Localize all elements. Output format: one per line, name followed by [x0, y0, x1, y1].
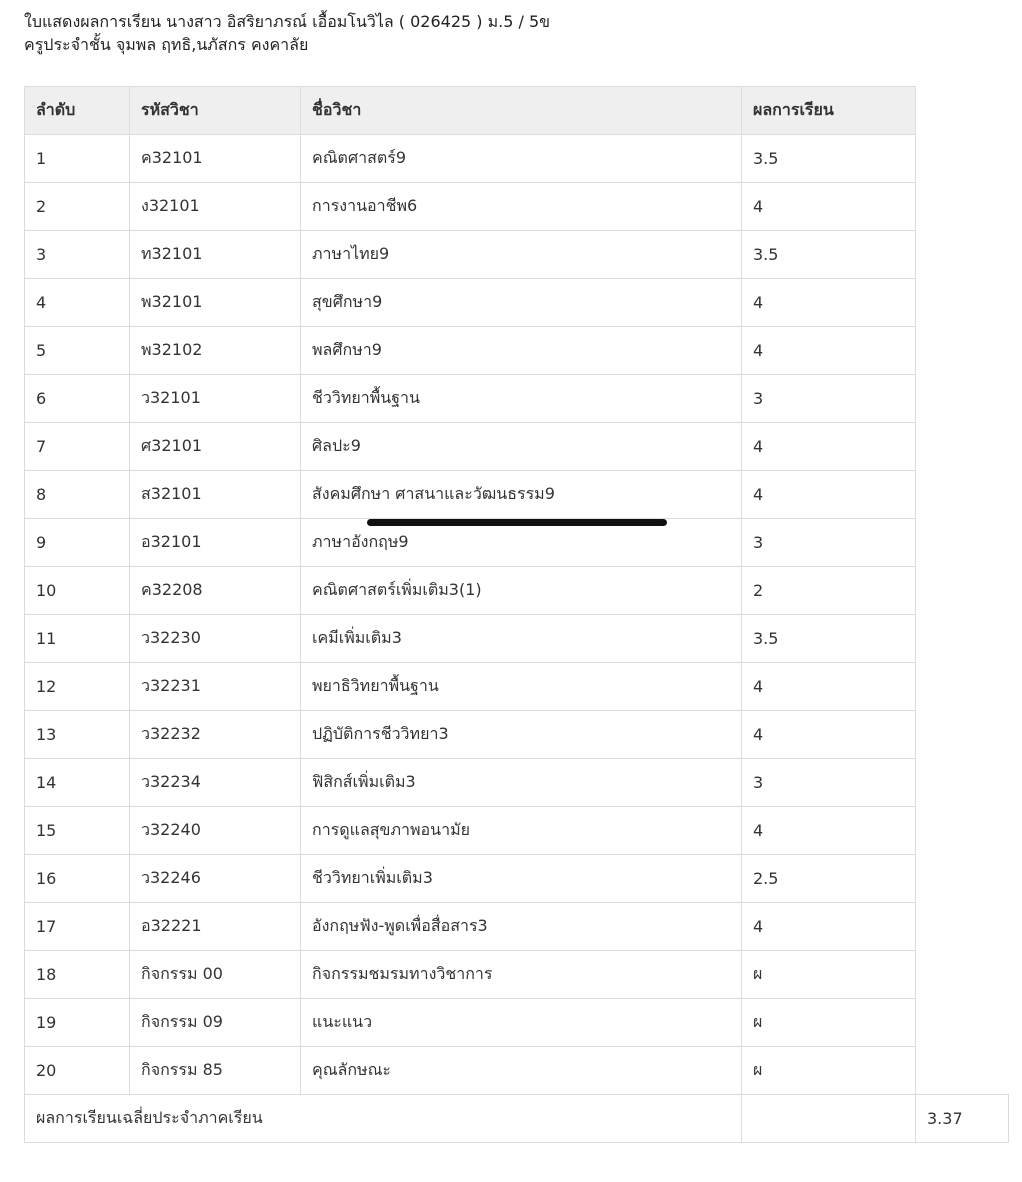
- row-blank-cell: [916, 375, 1009, 423]
- report-title: ใบแสดงผลการเรียน นางสาว อิสริยาภรณ์ เอื้อมโนวิไล ( 026425 ) ม.5 / 5ข: [24, 12, 551, 31]
- subject-code: ว32231: [130, 663, 301, 711]
- grade-value: ผ: [742, 951, 916, 999]
- col-header-no: ลำดับ: [25, 87, 130, 135]
- col-header-name: ชื่อวิชา: [301, 87, 742, 135]
- grades-table: [24, 86, 1009, 1143]
- subject-code: ง32101: [130, 183, 301, 231]
- row-number: 13: [25, 711, 130, 759]
- table-row: [25, 999, 1009, 1047]
- subject-name: ภาษาไทย9: [301, 231, 742, 279]
- table-row: [25, 903, 1009, 951]
- subject-name: พยาธิวิทยาพื้นฐาน: [301, 663, 742, 711]
- row-number: 2: [25, 183, 130, 231]
- homeroom-teachers: ครูประจำชั้น จุมพล ฤทธิ,นภัสกร คงคาลัย: [24, 35, 309, 54]
- subject-code: ค32101: [130, 135, 301, 183]
- gpa-value: 3.37: [916, 1095, 1009, 1143]
- subject-code: อ32221: [130, 903, 301, 951]
- subject-name: ศิลปะ9: [301, 423, 742, 471]
- subject-name: ฟิสิกส์เพิ่มเติม3: [301, 759, 742, 807]
- row-number: 15: [25, 807, 130, 855]
- row-number: 7: [25, 423, 130, 471]
- grades-table-body: [25, 135, 1009, 1095]
- row-blank-cell: [916, 471, 1009, 519]
- table-row: [25, 663, 1009, 711]
- grade-value: 4: [742, 423, 916, 471]
- subject-code: กิจกรรม 85: [130, 1047, 301, 1095]
- row-number: 9: [25, 519, 130, 567]
- subject-code: ว32240: [130, 807, 301, 855]
- subject-name: ชีววิทยาพื้นฐาน: [301, 375, 742, 423]
- subject-name: สังคมศึกษา ศาสนาและวัฒนธรรม9: [301, 471, 742, 519]
- subject-name: กิจกรรมชมรมทางวิชาการ: [301, 951, 742, 999]
- grade-value: 4: [742, 471, 916, 519]
- table-row: [25, 471, 1009, 519]
- row-blank-cell: [916, 903, 1009, 951]
- row-blank-cell: [916, 135, 1009, 183]
- subject-code: ค32208: [130, 567, 301, 615]
- header-blank-cell: [916, 87, 1009, 135]
- subject-name: เคมีเพิ่มเติม3: [301, 615, 742, 663]
- row-number: 17: [25, 903, 130, 951]
- grade-value: 3.5: [742, 135, 916, 183]
- table-row: [25, 279, 1009, 327]
- subject-name: ชีววิทยาเพิ่มเติม3: [301, 855, 742, 903]
- table-row: [25, 711, 1009, 759]
- row-blank-cell: [916, 999, 1009, 1047]
- table-row: [25, 375, 1009, 423]
- subject-name: อังกฤษฟัง-พูดเพื่อสื่อสาร3: [301, 903, 742, 951]
- subject-code: ส32101: [130, 471, 301, 519]
- row-blank-cell: [916, 711, 1009, 759]
- subject-name: การงานอาชีพ6: [301, 183, 742, 231]
- row-number: 20: [25, 1047, 130, 1095]
- table-header-row: [25, 87, 1009, 135]
- table-row: [25, 423, 1009, 471]
- grade-value: 4: [742, 807, 916, 855]
- row-blank-cell: [916, 855, 1009, 903]
- row-number: 3: [25, 231, 130, 279]
- table-row: [25, 855, 1009, 903]
- subject-code: ศ32101: [130, 423, 301, 471]
- subject-code: พ32101: [130, 279, 301, 327]
- table-row: [25, 231, 1009, 279]
- col-header-code: รหัสวิชา: [130, 87, 301, 135]
- table-row: [25, 951, 1009, 999]
- subject-code: ว32246: [130, 855, 301, 903]
- row-blank-cell: [916, 567, 1009, 615]
- subject-name: คณิตศาสตร์เพิ่มเติม3(1): [301, 567, 742, 615]
- row-number: 1: [25, 135, 130, 183]
- grade-value: 4: [742, 903, 916, 951]
- table-row: [25, 567, 1009, 615]
- subject-name: แนะแนว: [301, 999, 742, 1047]
- row-blank-cell: [916, 759, 1009, 807]
- row-blank-cell: [916, 183, 1009, 231]
- summary-row: [25, 1095, 1009, 1143]
- subject-code: กิจกรรม 00: [130, 951, 301, 999]
- row-number: 5: [25, 327, 130, 375]
- report-header: [24, 10, 550, 56]
- subject-name: ภาษาอังกฤษ9: [301, 519, 742, 567]
- grade-value: 3: [742, 375, 916, 423]
- grade-value: 4: [742, 327, 916, 375]
- row-number: 16: [25, 855, 130, 903]
- subject-code: อ32101: [130, 519, 301, 567]
- table-row: [25, 759, 1009, 807]
- subject-code: ว32230: [130, 615, 301, 663]
- subject-code: ว32232: [130, 711, 301, 759]
- table-row: [25, 1047, 1009, 1095]
- row-number: 18: [25, 951, 130, 999]
- row-blank-cell: [916, 807, 1009, 855]
- row-number: 14: [25, 759, 130, 807]
- row-blank-cell: [916, 423, 1009, 471]
- pen-underline-mark: [367, 519, 667, 526]
- summary-label: ผลการเรียนเฉลี่ยประจำภาคเรียน: [25, 1095, 742, 1143]
- table-row: [25, 807, 1009, 855]
- grade-value: 4: [742, 183, 916, 231]
- grade-value: ผ: [742, 999, 916, 1047]
- subject-name: คณิตศาสตร์9: [301, 135, 742, 183]
- grade-value: 4: [742, 279, 916, 327]
- grade-value: 2.5: [742, 855, 916, 903]
- grade-value: 3.5: [742, 231, 916, 279]
- subject-name: สุขศึกษา9: [301, 279, 742, 327]
- row-number: 19: [25, 999, 130, 1047]
- summary-spacer: [742, 1095, 916, 1143]
- subject-name: ปฏิบัติการชีววิทยา3: [301, 711, 742, 759]
- row-number: 8: [25, 471, 130, 519]
- subject-code: กิจกรรม 09: [130, 999, 301, 1047]
- row-blank-cell: [916, 615, 1009, 663]
- subject-name: พลศึกษา9: [301, 327, 742, 375]
- subject-code: ท32101: [130, 231, 301, 279]
- subject-code: ว32234: [130, 759, 301, 807]
- row-blank-cell: [916, 951, 1009, 999]
- grade-value: 3.5: [742, 615, 916, 663]
- grade-value: 4: [742, 711, 916, 759]
- table-row: [25, 615, 1009, 663]
- grade-value: 3: [742, 759, 916, 807]
- row-blank-cell: [916, 327, 1009, 375]
- table-row: [25, 135, 1009, 183]
- subject-code: ว32101: [130, 375, 301, 423]
- table-row: [25, 327, 1009, 375]
- row-blank-cell: [916, 279, 1009, 327]
- subject-name: การดูแลสุขภาพอนามัย: [301, 807, 742, 855]
- grade-value: 2: [742, 567, 916, 615]
- row-number: 4: [25, 279, 130, 327]
- row-number: 11: [25, 615, 130, 663]
- grade-value: ผ: [742, 1047, 916, 1095]
- subject-code: พ32102: [130, 327, 301, 375]
- row-blank-cell: [916, 231, 1009, 279]
- subject-name: คุณลักษณะ: [301, 1047, 742, 1095]
- grade-value: 4: [742, 663, 916, 711]
- row-blank-cell: [916, 663, 1009, 711]
- row-blank-cell: [916, 519, 1009, 567]
- row-number: 12: [25, 663, 130, 711]
- table-row: [25, 183, 1009, 231]
- row-number: 10: [25, 567, 130, 615]
- row-blank-cell: [916, 1047, 1009, 1095]
- col-header-grade: ผลการเรียน: [742, 87, 916, 135]
- grade-value: 3: [742, 519, 916, 567]
- row-number: 6: [25, 375, 130, 423]
